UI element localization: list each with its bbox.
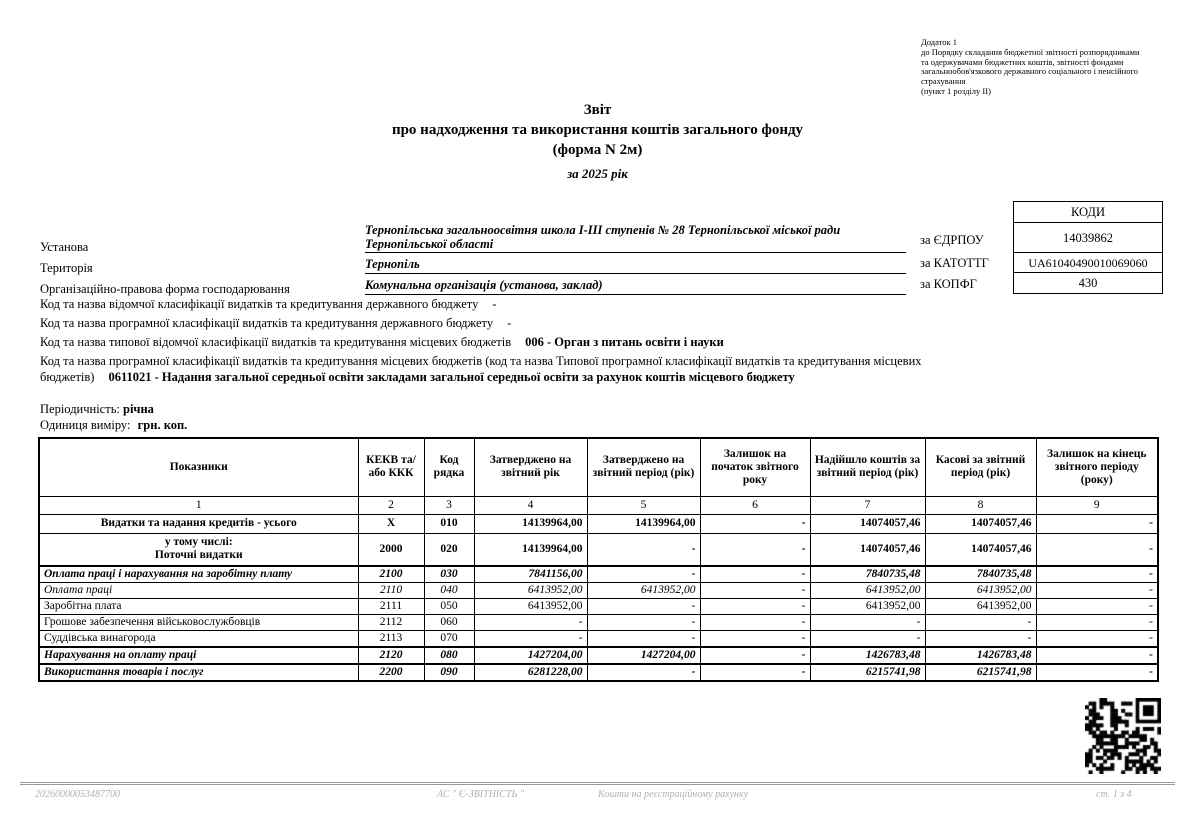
classification-lines: [40, 297, 925, 389]
column-header: Затверджено на звітний рік: [474, 438, 587, 496]
approved-period: -: [587, 631, 700, 648]
cash-expenses: -: [925, 615, 1036, 631]
cash-expenses: 1426783,48: [925, 647, 1036, 664]
table-row: [39, 533, 1158, 566]
approved-year: 14139964,00: [474, 533, 587, 566]
kekv-code: X: [358, 514, 424, 533]
approved-year: -: [474, 631, 587, 648]
column-number: 9: [1036, 496, 1158, 514]
balance-start: -: [700, 664, 810, 681]
annotation-line: загальнообов'язкового державного соціального і пенсійного: [921, 66, 1138, 77]
classification-label: Код та назва програмної класифікації видатків та кредитування державного бюджету: [40, 316, 494, 330]
classification-label: Код та назва відомчої класифікації видатків та кредитування державного бюджету: [40, 297, 479, 311]
row-code: 030: [424, 566, 474, 583]
kekv-code: 2100: [358, 566, 424, 583]
column-number: 3: [424, 496, 474, 514]
approved-period: -: [587, 599, 700, 615]
appendix-annotation: [921, 38, 1179, 97]
periodicity-label: Періодичність:: [40, 402, 120, 416]
received-funds: -: [810, 631, 925, 648]
balance-start: -: [700, 631, 810, 648]
row-code: 040: [424, 583, 474, 599]
row-name: Використання товарів і послуг: [39, 664, 358, 681]
kopfg-value: 430: [1078, 276, 1098, 290]
footer-system-name: АС " Є-ЗВІТНІСТЬ ": [437, 789, 525, 800]
row-code: 050: [424, 599, 474, 615]
row-name: у тому числі: Поточні видатки: [39, 533, 358, 566]
row-code: 060: [424, 615, 474, 631]
balance-end: -: [1036, 615, 1158, 631]
unit-line: [40, 418, 187, 433]
balance-start: -: [700, 599, 810, 615]
periodicity-value: річна: [123, 402, 154, 416]
kekv-code: 2112: [358, 615, 424, 631]
column-header: Залишок на початок звітного року: [700, 438, 810, 496]
cash-expenses: 14074057,46: [925, 514, 1036, 533]
report-title-line1: Звіт: [583, 102, 612, 118]
classification-label: Код та назва типової відомчої класифікації видатків та кредитування місцевих бюджетів: [40, 335, 512, 349]
legal-form-value: Комунальна організація (установа, заклад): [365, 279, 906, 295]
table-row: [39, 664, 1158, 681]
territory-label: Територія: [40, 261, 93, 275]
report-table-head: [39, 438, 1158, 514]
approved-period: -: [587, 533, 700, 566]
balance-end: -: [1036, 566, 1158, 583]
balance-end: -: [1036, 599, 1158, 615]
edrpou-value: 14039862: [1014, 223, 1162, 253]
row-code: 010: [424, 514, 474, 533]
footer-account-note: Кошти на реєстраційному рахунку: [598, 789, 749, 800]
received-funds: 7840735,48: [810, 566, 925, 583]
approved-period: 1427204,00: [587, 647, 700, 664]
classification-line: [40, 354, 925, 385]
qr-code-icon: [1085, 698, 1161, 774]
column-header: Касові за звітний період (рік): [925, 438, 1036, 496]
classification-code-value: 0611021 - Надання загальної середньої освіти закладами загальної середньої освіти за рахунок коштів місцевого бюджету: [108, 369, 795, 384]
codes-header: КОДИ: [1014, 202, 1162, 223]
row-code: 080: [424, 647, 474, 664]
balance-end: -: [1036, 533, 1158, 566]
classification-code-value: -: [492, 297, 497, 311]
institution-value: Тернопільська загальноосвітня школа I-III ступенів № 28 Тернопільської міської ради Тернопільської області: [365, 224, 906, 253]
balance-end: -: [1036, 647, 1158, 664]
classification-line: [40, 316, 925, 332]
cash-expenses: 6413952,00: [925, 599, 1036, 615]
column-number: 4: [474, 496, 587, 514]
balance-end: -: [1036, 583, 1158, 599]
report-title-block: [0, 100, 1195, 182]
table-row: [39, 631, 1158, 648]
classification-code-value: -: [507, 316, 512, 330]
report-title-line2: про надходження та використання коштів загального фонду: [391, 122, 804, 138]
approved-year: 7841156,00: [474, 566, 587, 583]
received-funds: 6413952,00: [810, 599, 925, 615]
balance-start: -: [700, 615, 810, 631]
balance-start: -: [700, 566, 810, 583]
approved-period: -: [587, 566, 700, 583]
approved-period: 6413952,00: [587, 583, 700, 599]
column-number: 1: [39, 496, 358, 514]
cash-expenses: 6215741,98: [925, 664, 1036, 681]
footer-page-number: ст. 1 з 4: [1096, 789, 1132, 800]
legal-form-label: Організаційно-правова форма господарювання: [40, 282, 290, 296]
row-name: Нарахування на оплату праці: [39, 647, 358, 664]
classification-code-value: 006 - Орган з питань освіти і науки: [525, 335, 724, 349]
katottg-value: UA61040490010069060: [1014, 253, 1162, 273]
table-row: [39, 647, 1158, 664]
katottg-label: за КАТОТТГ: [920, 256, 989, 270]
column-number: 5: [587, 496, 700, 514]
approved-year: 14139964,00: [474, 514, 587, 533]
row-code: 020: [424, 533, 474, 566]
kekv-code: 2000: [358, 533, 424, 566]
report-form-number: (форма N 2м): [552, 142, 643, 158]
row-name: Грошове забезпечення військовослужбовців: [39, 615, 358, 631]
balance-end: -: [1036, 514, 1158, 533]
balance-end: -: [1036, 631, 1158, 648]
approved-year: 6281228,00: [474, 664, 587, 681]
balance-start: -: [700, 583, 810, 599]
column-header: Код рядка: [424, 438, 474, 496]
row-code: 070: [424, 631, 474, 648]
approved-period: -: [587, 615, 700, 631]
column-header: Затверджено на звітний період (рік): [587, 438, 700, 496]
codes-box: [1013, 201, 1163, 294]
cash-expenses: -: [925, 631, 1036, 648]
annotation-line: Додаток 1: [921, 37, 958, 47]
annotation-line: та одержувачами бюджетних коштів, звітності фондами: [921, 56, 1124, 67]
row-name: Оплата праці і нарахування на заробітну плату: [39, 566, 358, 583]
report-table: [38, 437, 1159, 682]
annotation-line: (пункт 1 розділу II): [921, 85, 991, 96]
kekv-code: 2200: [358, 664, 424, 681]
approved-year: 1427204,00: [474, 647, 587, 664]
table-row: [39, 583, 1158, 599]
received-funds: 6215741,98: [810, 664, 925, 681]
table-row: [39, 566, 1158, 583]
approved-period: 14139964,00: [587, 514, 700, 533]
report-table-body: [39, 514, 1158, 681]
table-row: [39, 615, 1158, 631]
unit-value: грн. коп.: [137, 418, 188, 432]
kopfg-label: за КОПФГ: [920, 277, 977, 291]
balance-start: -: [700, 514, 810, 533]
kekv-code: 2113: [358, 631, 424, 648]
cash-expenses: 14074057,46: [925, 533, 1036, 566]
received-funds: 14074057,46: [810, 514, 925, 533]
column-header: Надійшло коштів за звітний період (рік): [810, 438, 925, 496]
report-period: за 2025 рік: [567, 166, 628, 181]
periodicity-line: [40, 402, 154, 417]
table-row: [39, 599, 1158, 615]
received-funds: -: [810, 615, 925, 631]
row-code: 090: [424, 664, 474, 681]
balance-start: -: [700, 533, 810, 566]
annotation-line: до Порядку складання бюджетної звітності розпорядниками: [921, 46, 1140, 57]
cash-expenses: 7840735,48: [925, 566, 1036, 583]
kekv-code: 2120: [358, 647, 424, 664]
territory-value: Тернопіль: [365, 258, 906, 274]
edrpou-label: за ЄДРПОУ: [920, 233, 984, 247]
column-header: Залишок на кінець звітного періоду (року): [1036, 438, 1158, 496]
column-header: Показники: [39, 438, 358, 496]
balance-end: -: [1036, 664, 1158, 681]
row-name: Оплата праці: [39, 583, 358, 599]
classification-line: [40, 297, 925, 313]
unit-label: Одиниця виміру:: [40, 418, 131, 432]
received-funds: 6413952,00: [810, 583, 925, 599]
annotation-line: страхування: [921, 76, 966, 87]
column-number: 2: [358, 496, 424, 514]
row-name: Суддівська винагорода: [39, 631, 358, 648]
balance-start: -: [700, 647, 810, 664]
classification-label: Код та назва програмної класифікації видатків та кредитування місцевих бюджетів (код та назва Типової програмної класифікації видатків та кредитування місцевих бюджетів): [40, 354, 922, 384]
column-number: 7: [810, 496, 925, 514]
received-funds: 1426783,48: [810, 647, 925, 664]
footer-doc-number: 20260000053487700: [35, 789, 120, 800]
column-number: 8: [925, 496, 1036, 514]
classification-line: [40, 335, 925, 351]
approved-year: 6413952,00: [474, 599, 587, 615]
approved-year: -: [474, 615, 587, 631]
approved-period: -: [587, 664, 700, 681]
approved-year: 6413952,00: [474, 583, 587, 599]
column-number: 6: [700, 496, 810, 514]
row-name: Заробітна плата: [39, 599, 358, 615]
kekv-code: 2111: [358, 599, 424, 615]
received-funds: 14074057,46: [810, 533, 925, 566]
footer-divider: [20, 782, 1175, 785]
cash-expenses: 6413952,00: [925, 583, 1036, 599]
row-name: Видатки та надання кредитів - усього: [39, 514, 358, 533]
institution-label: Установа: [40, 240, 89, 254]
column-header: КЕКВ та/або ККК: [358, 438, 424, 496]
table-row: [39, 514, 1158, 533]
kekv-code: 2110: [358, 583, 424, 599]
